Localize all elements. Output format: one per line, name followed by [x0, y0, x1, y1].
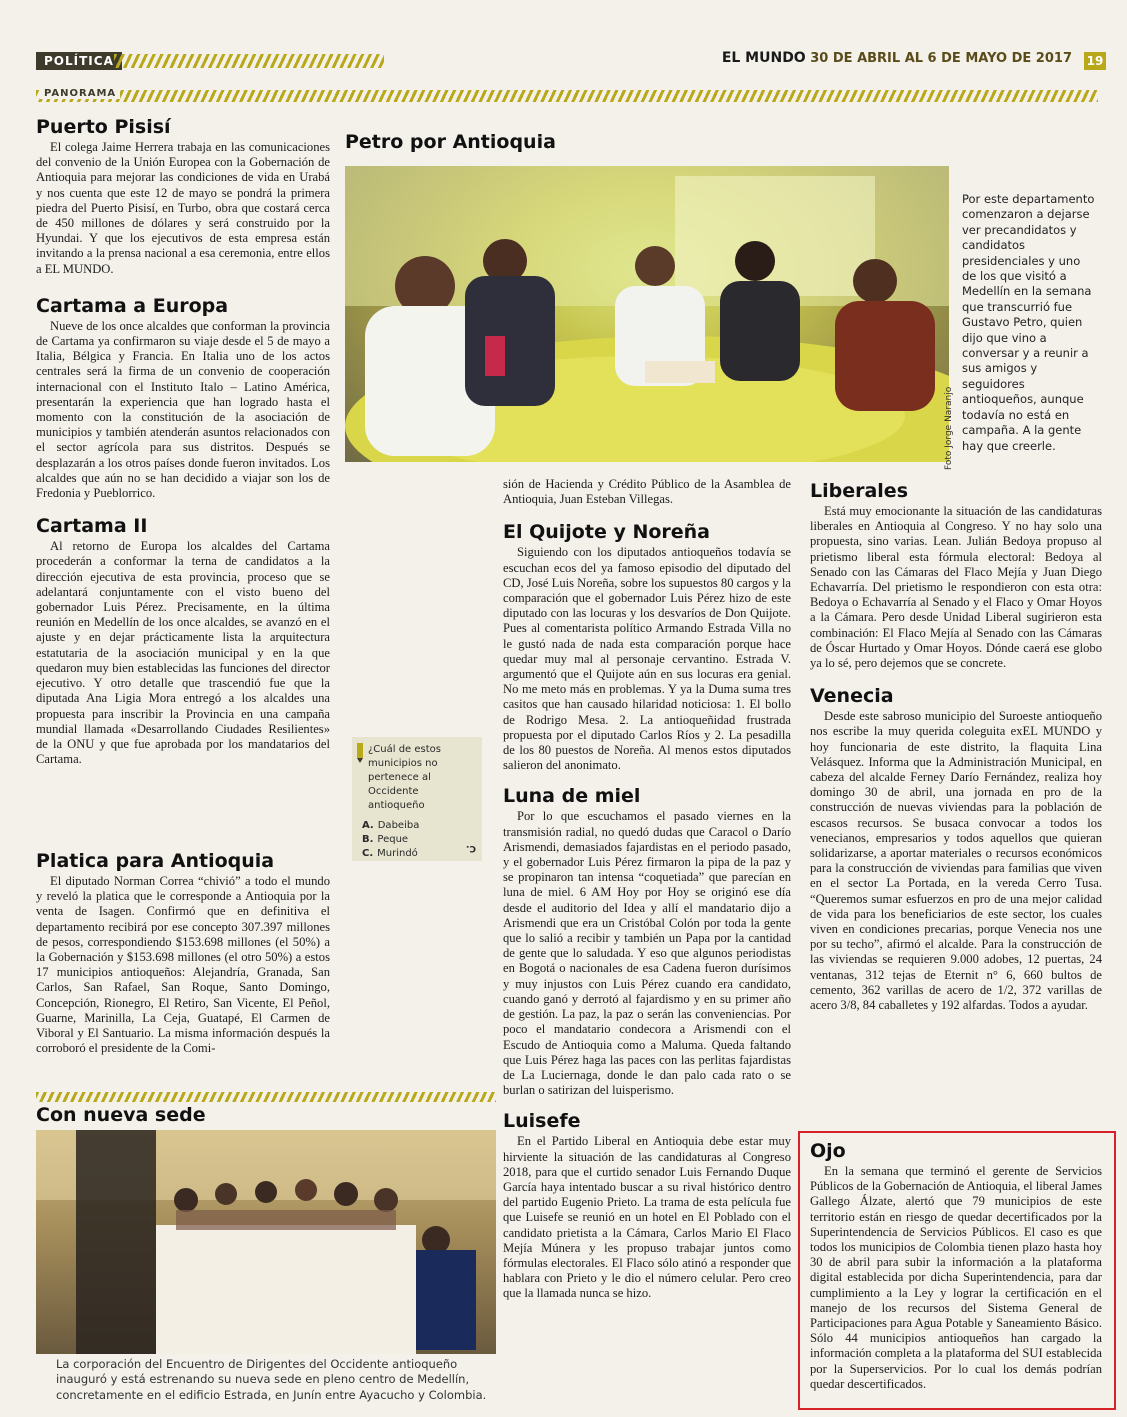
issue-dates: 30 DE ABRIL AL 6 DE MAYO DE 2017: [810, 51, 1072, 66]
article-platica: [36, 850, 330, 1056]
article-title: Con nueva sede: [36, 1104, 206, 1126]
continuation-text: sión de Hacienda y Crédito Público de la Asamblea de Antioquia, Juan Esteban Villegas.: [503, 477, 791, 507]
article-title: Petro por Antioquia: [345, 131, 556, 153]
article-body: Desde este sabroso municipio del Suroeste antioqueño nos escribe la muy querida coleguita exEL MUNDO y hoy funcionaria de este distrito, la flaquita Lina Velásquez. Informa que la Administración Municipal, en cabeza del alcalde Ferney Darío Fernández, realiza hoy domingo 30 de abril, una jornada en pro de la construcción de nuevas viviendas para la población de escasos recursos. Se busaca convocar a todos los venecianos, empresarios y todos aquellos que quieran solidarizarse, a aportar materiales o recursos económicos para la construcción de viviendas para familias que viven en el sector La Portada, en la vereda Cerro Tusa. “Queremos sumar esfuerzos en pro de una mejor calidad de vida para los beneficiarios de este sector, los cuales viven en condiciones precarias, porque Venecia nos une por su techo”, afirmó el alcalde. Para la construcción de las viviendas se requieren 9.000 adobes, 12 puertas, 24 ventanas, 312 tejas de Eternit n° 6, 660 bultos de cemento, 362 varillas de acero de 1/2, 372 varillas de acero 3/8, 84 caballetes y 192 alfardas. Todos a ayudar.: [810, 709, 1102, 1013]
quiz-option: [362, 819, 472, 833]
article-title: Puerto Pisisí: [36, 116, 171, 138]
left-column-lower: [36, 850, 330, 1068]
middle-column: [503, 477, 791, 1314]
quiz-question: ¿Cuál de estos municipios no pertenece al Occidente antioqueño: [368, 744, 442, 811]
photo-credit: Foto Jorge Naranjo: [944, 386, 954, 470]
article-title: Cartama a Europa: [36, 294, 229, 317]
article-liberales: [810, 480, 1102, 671]
article-quijote: [503, 521, 791, 773]
quiz-option-text: Peque: [377, 834, 409, 845]
quiz-option: [362, 833, 472, 847]
sede-photo: [36, 1130, 496, 1354]
article-ojo: [810, 1140, 1102, 1392]
article-title: Luisefe: [503, 1110, 581, 1133]
masthead: [722, 50, 1072, 66]
meeting-photo-illustration: [345, 166, 949, 462]
quiz-option: [362, 847, 472, 861]
article-luisefe: [503, 1110, 791, 1301]
article-body: El colega Jaime Herrera trabaja en las comunicaciones del convenio de la Unión Europea con la Gobernación de Antioquia para mejorar las condiciones de vida en Urabá y nos cuenta que este 12 de mayo se pondrá la primera piedra del Puerto Pisisí, en Turbo, obra que costará cerca de 450 millones de dólares y será construido por la Hyundai. Y que los ejecutivos de esta empresa están invitando a la prensa nacional a esa ceremonia, entre ellos a EL MUNDO.: [36, 140, 330, 276]
quiz-option-letter: B.: [362, 834, 374, 845]
petro-block: [345, 131, 945, 155]
article-title: Cartama II: [36, 515, 148, 538]
quiz-option-text: Murindó: [377, 848, 418, 859]
section-stripes: [114, 54, 384, 68]
article-luna: [503, 785, 791, 1098]
article-body: Al retorno de Europa los alcaldes del Cartama procederán a conformar la terna de candidatos a la dirección ejecutiva de esta provincia, proceso que se adelantará conjuntamente con el visto bueno del gobernador Luis Pérez. Precisamente, en la última reunión en Medellín de los once alcaldes, se avanzó en el ajuste y en dejar prácticamente lista la arquitectura estatutaria de la asociación municipal y en la que quedaron muy bien establecidas las funciones del director ejecutivo. Y otro detalle que trascendió fue que la diputada Ana Ligia Mora entregó a los alcaldes una propuesta para inscribir la Provincia en una campaña mundial llamada «Desarrollando Ciudades Resilientes» de la ONU y que fue aprobada por los mandatarios del Cartama.: [36, 539, 330, 767]
quiz-option-text: Dabeiba: [377, 820, 420, 831]
article-title: Ojo: [810, 1140, 846, 1162]
sede-caption: La corporación del Encuentro de Dirigentes del Occidente antioqueño inauguró y está estrenando su nueva sede en pleno centro de Medellín, concretamente en el edificio Estrada, en Junín entre Ayacucho y Colombia.: [56, 1357, 487, 1402]
sede-bar: [36, 1092, 496, 1102]
article-title: Venecia: [810, 685, 894, 708]
subsection-label: PANORAMA: [40, 88, 120, 99]
sede-block: [36, 1104, 496, 1128]
article-puerto: [36, 116, 330, 277]
article-body: Está muy emocionante la situación de las candidaturas liberales en Antioquia al Congreso. Y no hay solo una propuesta, sino varias. Lean. Julián Bedoya propuso al prietismo liberal esta fórmula electoral: Bedoya al Senado con las Cámaras del Flaco Mejía y Juan Diego Echavarría. Del prietismo le respondieron con esta otra: Bedoya o Echavarría al Senado y el Flaco y Omar Hoyos a la Cámara. Pero desde Unidad Liberal sugirieron esta combinación: El Flaco Mejía al Senado con las Cámaras de Óscar Hurtado y Omar Hoyos. Dónde caerá ese globo ya lo sé, pero dejemos que se concrete.: [810, 504, 1102, 671]
pencil-icon: [356, 743, 364, 763]
petro-caption: Por este departamento comenzaron a dejarse ver precandidatos y candidatos presidenciales y uno de los que visitó a Medellín en la semana que transcurrió fue Gustavo Petro, quien dijo que vino a conversar y a reunir a sus amigos y seguidores antioqueños, aunque todavía no está en campaña. A la gente hay que creerle.: [962, 192, 1095, 453]
page-header: [36, 52, 1106, 72]
article-body: Por lo que escuchamos el pasado viernes en la transmisión radial, no quedó dudas que Caracol o Darío Arismendi, demasiados fajardistas en el periodo pasado, y el gobernador Luis Pérez firmaron la pipa de la paz y se propinaron tan intensa “coquetiada” que parecían en luna de miel. 6 AM Hoy por Hoy se originó ese día desde el auditorio del Idea y allí el mandatario dijo a Arismendi que era un Cristóbal Colón por toda la gente que lo salió a recibir y también un Papa por la cantidad de gente que lo saludada. Y eso que algunos periodistas en Bogotá o nacionales de esa Cadena fueron durísimos y muy injustos con Luis Pérez cuando era candidato, cuando ganó y derrotó al fajardismo y en su primer año de gestión. La paz, la paz o serán las conveniencias. Por poco el mandatario condecora a Arismendi con el Escudo de Antioquia como a Maluma. Queda faltando que Luis Pérez haga las paces con las perlitas fajardistas de La Luciernaga, donde le dan palo cada rato o se burlan o satirizan del luisperismo.: [503, 809, 791, 1098]
article-title: Luna de miel: [503, 785, 641, 808]
section-banner: [36, 52, 786, 70]
left-column: [36, 116, 330, 779]
article-body: Siguiendo con los diputados antioqueños todavía se escuchan ecos del ya famoso episodio del diputado del CD, José Luis Noreña, sobre los supuestos 80 cargos y la comparación que el gobernador Luis Pérez hizo de este diputado con las locuras y los desvaríos de Don Quijote. Pues al comentarista político Armando Estrada Villa no le gustó nada de nada esta comparación porque hace quedar muy mal al personaje cervantino. Estrada V. argumentó que el Quijote aún en sus locuras era genial. No me meto más en problemas. Y ya la Duma suma tres casitos que han causado hilaridad noticiosa: 1. El bollo de Rodrigo Mesa. 2. La antioqueñidad frustrada propuesta por el diputado Carlos Ríos y 2. La pesadilla de los 80 puestos de Noreña. Al menos estos diputados salieron del anonimato.: [503, 545, 791, 773]
quiz-option-letter: C.: [362, 848, 374, 859]
article-body: Nueve de los once alcaldes que conforman la provincia de Cartama ya confirmaron su viaje desde el 5 de mayo a Italia, Bélgica y Francia. En Italia uno de los actos centrales será la firma de un convenio de cooperación internacional con el Instituto Italo – Latino América, presentarán la experiencia que han logrado hasta el momento con la constitución de la asociación de municipios y también atenderán asuntos relacionados con el sector agrícola para sus distritos. Después se desplazarán a los otros países donde fueron invitados. Los alcaldes que aún no se han decidido a viajar son los de Fredonia y Pueblorrico.: [36, 318, 330, 501]
article-title: Platica para Antioquia: [36, 850, 275, 872]
article-venecia: [810, 685, 1102, 1013]
article-body: En la semana que terminó el gerente de Servicios Públicos de la Gobernación de Antioquia, el liberal James Gallego Álzate, alertó que 79 municipios de este territorio están en riesgo de quedar decertificados por la Superintendencia de Servicios Públicos. El caso es que todos los municipios de Colombia tienen plazo hasta hoy 30 de abril para subir la información a la plataforma digital establecida por dicha Superintendencia, para dar cumplimiento a la Ley y lograr la certificación en el manejo de los recursos del Sistema General de Participaciones para Agua Potable y Saneamiento Básico. Sólo 44 municipios antioqueños han cargado la información completa a la plataforma del SUI establecida por la Superservicios. Por lo cual los demás podrían quedar descertificados.: [810, 1164, 1102, 1391]
article-cartama-europa: [36, 295, 330, 501]
article-body: En el Partido Liberal en Antioquia debe estar muy hirviente la situación de las candidaturas al Congreso 2018, para que el curtido senador Luis Fernando Duque García haya intentado buscar a su rival histórico dentro del partido Eugenio Prieto. La trama de esta película fue que Luisefe se reunió en un hotel en El Poblado con el candidato prietista a la Cámara, Carlos Mario El Flaco Mejía Múnera y les propuso trabajar juntos como fórmulas electorales. El Flaco sólo atinó a responder que hablara con Prieto y le dio el número celular. Pero creo que la llamada nunca se hizo.: [503, 1134, 791, 1301]
subsection-bar: [36, 90, 1098, 102]
quiz-box: [352, 737, 482, 861]
quiz-option-letter: A.: [362, 820, 374, 831]
article-body: El diputado Norman Correa “chivió” a todo el mundo y reveló la platica que le corresponde a Antioquia por la venta de Isagen. Confirmó que en definitiva el departamento recibirá por ese concepto 307.397 millones de pesos, correspondiendo $153.698 millones (el 50%) a la Gobernación y $153.698 millones (el otro 50%) a estos 17 municipios antioqueños: Alejandría, Granada, San Carlos, San Rafael, San Roque, Santo Domingo, Concepción, Rionegro, El Retiro, San Vicente, El Peñol, Guarne, Marinilla, La Ceja, Guatapé, El Carmen de Viboral y El Santuario. La misma información después la corroboró el presidente de la Comi-: [36, 874, 330, 1056]
right-column: [810, 480, 1102, 1025]
section-label: POLÍTICA: [36, 52, 122, 70]
petro-photo: [345, 166, 949, 462]
article-title: El Quijote y Noreña: [503, 521, 711, 544]
article-title: Liberales: [810, 480, 909, 502]
paper-name: EL MUNDO: [721, 50, 806, 66]
page-number: 19: [1084, 52, 1106, 70]
gathering-photo-illustration: [36, 1130, 496, 1354]
quiz-answer: C.: [465, 843, 476, 853]
article-cartama-ii: [36, 515, 330, 767]
